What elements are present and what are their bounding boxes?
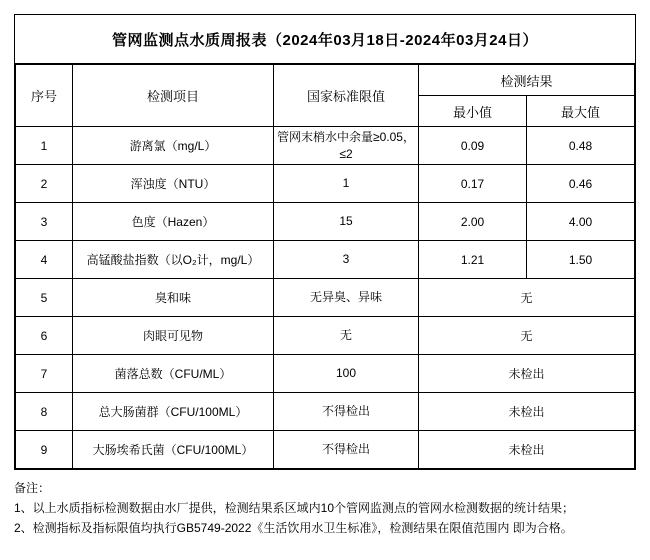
column-header-max: 最大值 (527, 96, 635, 127)
cell-standard: 100 (274, 355, 419, 393)
table-row (16, 165, 635, 203)
table-header (16, 65, 635, 127)
table-row (16, 127, 635, 165)
cell-index: 1 (16, 127, 73, 165)
cell-min: 0.17 (419, 165, 527, 203)
notes-line-1: 1、以上水质指标检测数据由水厂提供，检测结果系区域内10个管网监测点的管网水检测数据的统计结果； (14, 500, 575, 515)
cell-standard: 15 (274, 203, 419, 241)
cell-result: 无 (419, 279, 635, 317)
report-title-row (15, 15, 635, 64)
cell-index: 2 (16, 165, 73, 203)
report-frame (14, 14, 636, 470)
cell-index: 3 (16, 203, 73, 241)
table-header-row-1 (16, 65, 635, 96)
cell-result: 无 (419, 317, 635, 355)
column-header-index: 序号 (16, 65, 73, 127)
cell-result: 未检出 (419, 355, 635, 393)
cell-min: 2.00 (419, 203, 527, 241)
cell-item: 肉眼可见物 (73, 317, 274, 355)
cell-item: 游离氯（mg/L） (73, 127, 274, 165)
cell-item: 高锰酸盐指数（以O₂计，mg/L） (73, 241, 274, 279)
cell-index: 6 (16, 317, 73, 355)
table-row (16, 317, 635, 355)
page-title: 管网监测点水质周报表（2024年03月18日-2024年03月24日） (112, 32, 538, 49)
cell-standard: 无异臭、异味 (274, 279, 419, 317)
cell-item: 大肠埃希氏菌（CFU/100ML） (73, 431, 274, 469)
cell-standard: 无 (274, 317, 419, 355)
cell-standard: 不得检出 (274, 431, 419, 469)
water-quality-table (15, 64, 635, 469)
cell-standard: 3 (274, 241, 419, 279)
cell-standard: 管网末梢水中余量≥0.05，≤2 (274, 127, 419, 165)
cell-item: 浑浊度（NTU） (73, 165, 274, 203)
table-row (16, 431, 635, 469)
column-header-standard: 国家标准限值 (274, 65, 419, 127)
cell-item: 臭和味 (73, 279, 274, 317)
notes-line-2: 2、检测指标及指标限值均执行GB5749-2022《生活饮用水卫生标准》，检测结果在限值范围内 即为合格。 (14, 520, 573, 535)
cell-standard: 不得检出 (274, 393, 419, 431)
cell-index: 8 (16, 393, 73, 431)
cell-item: 色度（Hazen） (73, 203, 274, 241)
cell-index: 5 (16, 279, 73, 317)
table-row (16, 355, 635, 393)
cell-result: 未检出 (419, 393, 635, 431)
cell-index: 4 (16, 241, 73, 279)
notes-label: 备注： (14, 481, 51, 495)
table-row (16, 393, 635, 431)
cell-item: 总大肠菌群（CFU/100ML） (73, 393, 274, 431)
table-row (16, 279, 635, 317)
column-header-min: 最小值 (419, 96, 527, 127)
column-header-item: 检测项目 (73, 65, 274, 127)
report-notes (14, 479, 636, 538)
table-row (16, 203, 635, 241)
table-body (16, 127, 635, 469)
cell-index: 7 (16, 355, 73, 393)
cell-item: 菌落总数（CFU/ML） (73, 355, 274, 393)
cell-min: 1.21 (419, 241, 527, 279)
cell-max: 4.00 (527, 203, 635, 241)
cell-max: 0.46 (527, 165, 635, 203)
cell-max: 0.48 (527, 127, 635, 165)
cell-max: 1.50 (527, 241, 635, 279)
column-header-result-group: 检测结果 (419, 65, 635, 96)
table-row (16, 241, 635, 279)
cell-standard: 1 (274, 165, 419, 203)
cell-result: 未检出 (419, 431, 635, 469)
cell-index: 9 (16, 431, 73, 469)
cell-min: 0.09 (419, 127, 527, 165)
